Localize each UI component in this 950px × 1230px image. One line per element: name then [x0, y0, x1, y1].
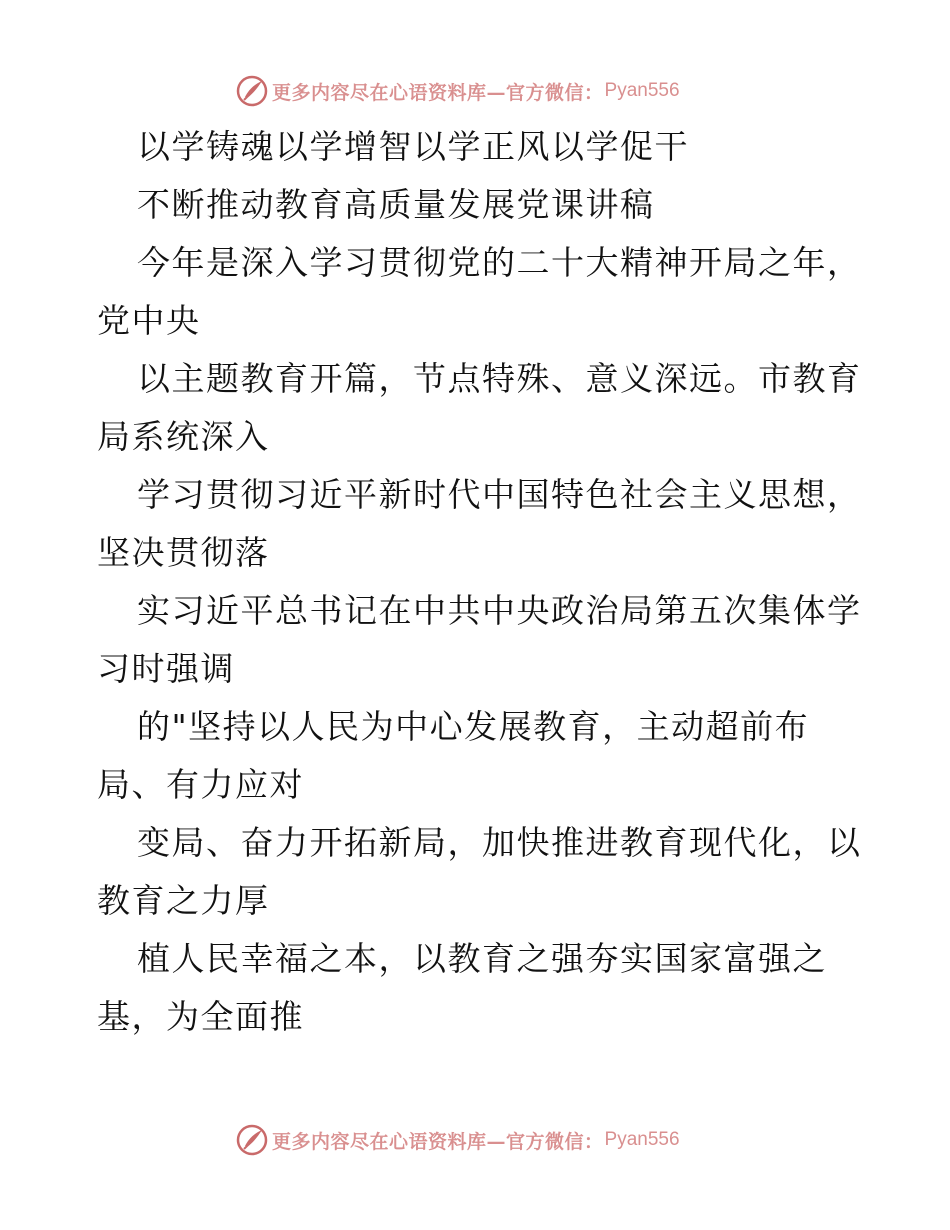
text-line: 教育之力厚 — [97, 881, 270, 920]
document-body — [97, 118, 867, 1046]
text-line: 今年是深入学习贯彻党的二十大精神开局之年， — [137, 243, 862, 282]
text-line: 党中央 — [97, 301, 201, 340]
text-line: 局、有力应对 — [97, 765, 304, 804]
quill-logo-icon — [236, 75, 268, 107]
watermark-wechat-id: Pyan556 — [604, 1129, 680, 1150]
watermark-text: 更多内容尽在心语资料库—官方微信： — [272, 1130, 604, 1153]
text-line: 以主题教育开篇，节点特殊、意义深远。市教育 — [137, 359, 862, 398]
watermark-text: 更多内容尽在心语资料库—官方微信： — [272, 81, 604, 104]
text-line: 的"坚持以人民为中心发展教育，主动超前布 — [137, 707, 810, 746]
text-line: 基，为全面推 — [97, 997, 304, 1036]
text-line: 局系统深入 — [97, 417, 270, 456]
text-line: 植人民幸福之本，以教育之强夯实国家富强之 — [137, 939, 827, 978]
quill-logo-icon — [236, 1124, 268, 1156]
footer-watermark — [236, 1123, 680, 1157]
text-line: 习时强调 — [97, 649, 235, 688]
text-line: 学习贯彻习近平新时代中国特色社会主义思想， — [137, 475, 862, 514]
text-line: 不断推动教育高质量发展党课讲稿 — [137, 185, 655, 224]
header-watermark — [236, 74, 680, 108]
text-line: 以学铸魂以学增智以学正风以学促干 — [137, 127, 689, 166]
text-line: 实习近平总书记在中共中央政治局第五次集体学 — [137, 591, 862, 630]
watermark-wechat-id: Pyan556 — [604, 80, 680, 101]
text-line: 变局、奋力开拓新局，加快推进教育现代化，以 — [137, 823, 862, 862]
text-line: 坚决贯彻落 — [97, 533, 270, 572]
